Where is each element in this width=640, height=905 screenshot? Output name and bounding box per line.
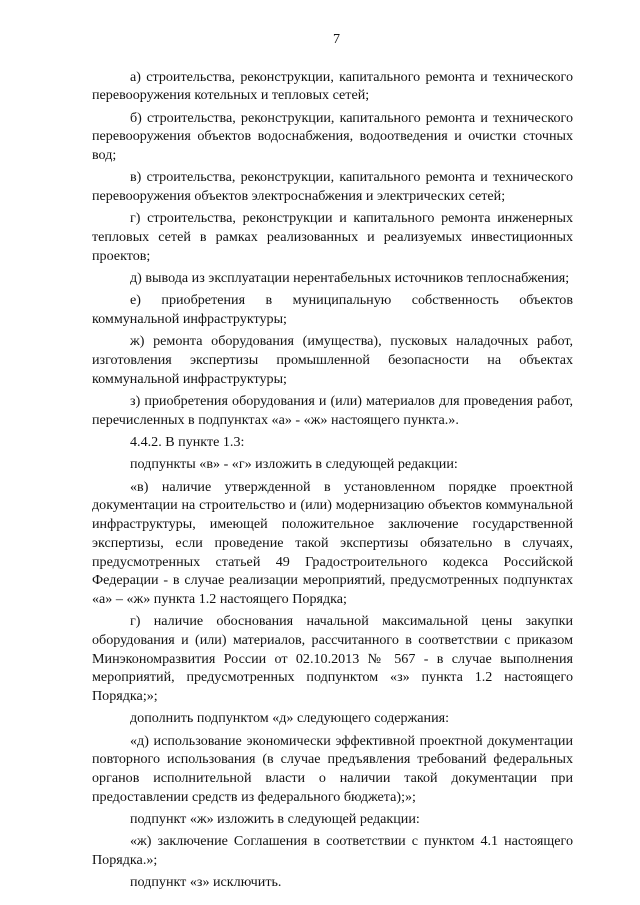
document-page — [92, 30, 573, 892]
paragraph-instruction: подпункт «з» исключить. — [130, 874, 282, 891]
paragraph-instruction: дополнить подпунктом «д» следующего содержания: — [130, 710, 450, 727]
paragraph-new-item-g: г) наличие обоснования начальной максимальной цены закупки оборудования и (или) материалов, рассчитанного в соответствии с приказом Минэкономразвития России от 02.10.2013 № 567 - в случае выполнения мероприятий, предусмотренных подпунктом «з» пункта 1.2 настоящего Порядка;»; — [92, 613, 573, 705]
paragraph-item-v: в) строительства, реконструкции, капитального ремонта и технического перевооружения объектов электроснабжения и электрических сетей; — [92, 169, 573, 205]
paragraph-item-d: д) вывода из эксплуатации нерентабельных источников теплоснабжения; — [130, 270, 570, 287]
paragraph-item-g: г) строительства, реконструкции и капитального ремонта инженерных тепловых сетей в рамках реализованных и реализуемых инвестиционных проектов; — [92, 210, 573, 264]
paragraph-instruction: подпункт «ж» изложить в следующей редакции: — [130, 811, 420, 828]
section-heading-4-4-2: 4.4.2. В пункте 1.3: — [130, 434, 245, 451]
paragraph-instruction: подпункты «в» - «г» изложить в следующей редакции: — [130, 456, 458, 473]
paragraph-new-item-d: «д) использование экономически эффективной проектной документации повторного использования (в случае предъявления требований федеральных органов исполнительной власти о наличии такой документации при предоставлении средств из федерального бюджета);»; — [92, 732, 573, 805]
paragraph-item-b: б) строительства, реконструкции, капитального ремонта и технического перевооружения объектов водоснабжения, водоотведения и очистки сточных вод; — [92, 109, 573, 164]
paragraph-item-a: а) строительства, реконструкции, капитального ремонта и технического перевооружения котельных и тепловых сетей; — [92, 68, 573, 104]
paragraph-new-item-v: «в) наличие утвержденной в установленном порядке проектной документации на строительство и (или) модернизацию объектов коммунальной инфраструктуры, имеющей положительное заключение государственной экспертизы, если проведение такой экспертизы обязательно в случаях, предусмотренных статьей 49 Градостроительного кодекса Российской Федерации - в случае реализации мероприятий, предусмотренных подпунктах «а» – «ж» пункта 1.2 настоящего Порядка; — [92, 478, 573, 607]
paragraph-item-z: з) приобретения оборудования и (или) материалов для проведения работ, перечисленных в подпунктах «а» - «ж» настоящего пункта.». — [92, 393, 573, 428]
page-number: 7 — [332, 31, 341, 47]
paragraph-item-e: е) приобретения в муниципальную собственность объектов коммунальной инфраструктуры; — [92, 292, 573, 328]
paragraph-item-zh: ж) ремонта оборудования (имущества), пусковых наладочных работ, изготовления экспертизы промышленной безопасности на объектах коммунальной инфраструктуры; — [92, 333, 573, 387]
paragraph-new-item-zh: «ж) заключение Соглашения в соответствии с пунктом 4.1 настоящего Порядка.»; — [92, 833, 573, 869]
document-body — [92, 68, 573, 892]
